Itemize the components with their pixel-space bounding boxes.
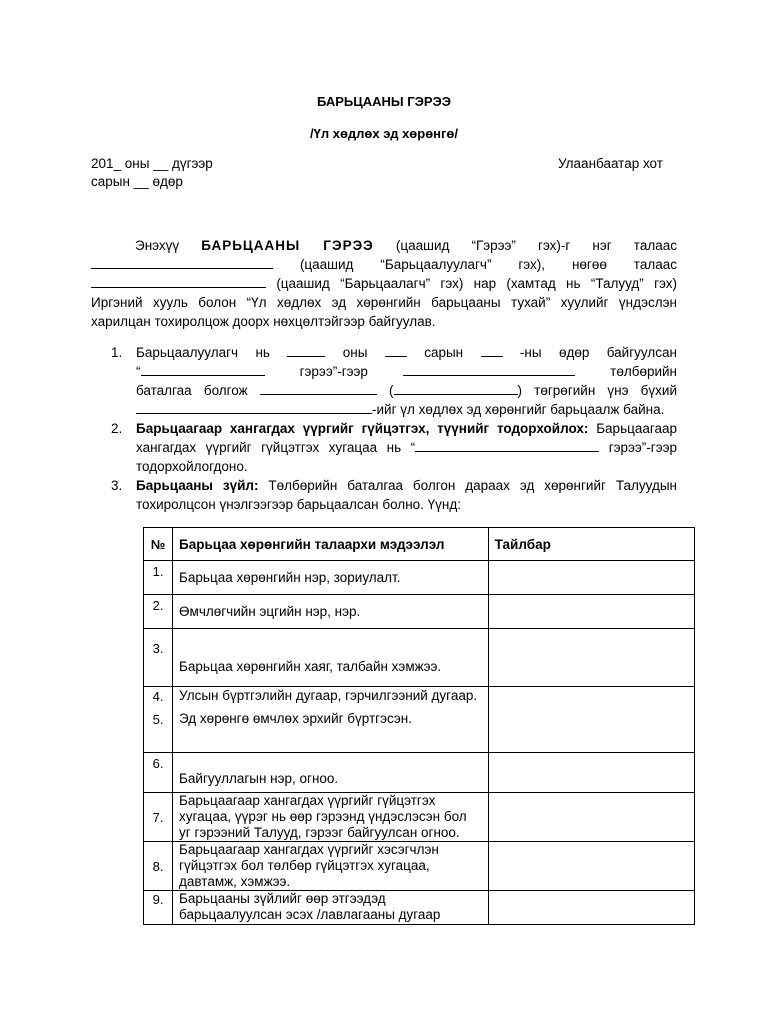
clause-3-heading: Барьцааны зүйл: (136, 478, 259, 493)
clause-3 (91, 476, 677, 514)
clause-1-text-c: сарын (424, 345, 464, 360)
table-row (144, 793, 695, 842)
clause-2-text-a: Барьцаагаар (596, 421, 677, 436)
date-line-1: 201_ оны __ дүгээр (91, 156, 213, 171)
row-text: Барьцааны зүйлийг өөр этгээдэд барьцаалуулсан эсэх /лавлагааны дугаар (179, 891, 441, 922)
table-row (144, 842, 695, 891)
date-line-2: сарын __ өдөр (91, 174, 183, 189)
row-number: 8. (152, 858, 164, 874)
clause-1-text-h: ) төгрөгийн үнэ бүхий (517, 383, 677, 398)
intro-text-1c: (цаашид “Гэрээ” гэх)-г нэг талаас (395, 238, 677, 253)
intro-text-2: (цаашид “Барьцаалуулагч” гэх), нөгөө талаас (299, 257, 677, 272)
intro-text-3: (цаашид “Барьцаалагч” гэх) нар (хамтад нь “Талууд” гэх) (276, 276, 677, 291)
table-header-row (144, 528, 695, 561)
clause-3-text-a: Төлбөрийн баталгаа болгон дараах эд хөрөнгийг Талуудын (268, 478, 677, 493)
clause-2-text-c: гэрээ”-гээр (608, 440, 677, 455)
intro-text-4: Иргэний хууль болон “Үл хөдлөх эд хөрөнгийн барьцааны тухай” хуулийг үндэслэн (91, 295, 677, 310)
clause-1-quote: “ (136, 364, 141, 379)
year-blank (287, 344, 325, 357)
property-blank (136, 401, 372, 414)
month-blank (385, 344, 407, 357)
clause-1-text-e: гэрээ”-гээр (299, 364, 368, 379)
header-note: Тайлбар (488, 528, 694, 561)
note-cell[interactable] (488, 595, 694, 629)
table-row (144, 629, 695, 687)
row-text: Өмчлөгчийн эцгийн нэр, нэр. (179, 604, 361, 619)
document-subtitle: /Үл хөдлөх эд хөрөнгө/ (310, 126, 458, 141)
pledgor-blank (91, 256, 273, 269)
intro-text-5: харилцан тохиролцож доорх нөхцөлтэйгээр байгуулав. (91, 314, 436, 329)
clause-2 (91, 419, 677, 476)
day-blank (481, 344, 503, 357)
row-number: 6. (152, 756, 164, 771)
intro-contract-name: БАРЬЦААНЫ ГЭРЭЭ (201, 238, 374, 253)
table-row (144, 561, 695, 595)
clause-1-text-d: -ны өдөр байгуулсан (519, 345, 677, 360)
clauses-list (91, 343, 677, 514)
row-number: 3. (152, 641, 164, 656)
row-text: Барьцаагаар хангагдах үүргийг гүйцэтгэх хугацаа, үүрэг нь өөр гэрээнд үндэслэсэн бол уг гэрээний Талууд, гэрээг байгуулсан огноо. (179, 793, 467, 840)
clause-1-text-i: -ийг үл хөдлөх эд хөрөнгийг барьцаалж байна. (372, 402, 665, 417)
row-text: Улсын бүртгэлийн дугаар, гэрчилгээний дугаар. (179, 688, 478, 703)
contract-term-blank (415, 439, 599, 452)
clause-2-heading: Барьцаагаар хангагдах үүргийг гүйцэтгэх, түүнийг тодорхойлох: (136, 421, 589, 436)
place-label: Улаанбаатар хот (558, 156, 663, 171)
row-text: Байгууллагын нэр, огноо. (179, 771, 339, 786)
contract-number-blank (403, 363, 575, 376)
clause-1-text-f: төлбөрийн (610, 364, 677, 379)
note-cell[interactable] (488, 753, 694, 793)
note-cell[interactable] (488, 561, 694, 595)
clause-number: 3. (111, 478, 123, 493)
clause-1-paren: ( (389, 383, 394, 398)
note-cell[interactable] (488, 687, 694, 753)
pledgee-blank (91, 275, 266, 288)
clause-1 (91, 343, 677, 419)
table-row (144, 595, 695, 629)
row-number: 4. (152, 689, 164, 704)
note-cell[interactable] (488, 891, 694, 925)
clause-2-text-d: тодорхойлогдоно. (136, 459, 248, 474)
note-cell[interactable] (488, 842, 694, 891)
clause-number: 2. (111, 421, 123, 436)
clause-1-text-b: оны (342, 345, 368, 360)
amount-words-blank (394, 382, 518, 395)
table-row (144, 753, 695, 793)
intro-paragraph (91, 236, 677, 331)
clause-1-text-g: баталгаа болгож (136, 383, 248, 398)
row-text: Барьцаа хөрөнгийн хаяг, талбайн хэмжээ. (179, 659, 442, 674)
document-title: БАРЬЦААНЫ ГЭРЭЭ (316, 94, 452, 109)
row-number: 7. (152, 809, 164, 825)
row-number: 1. (152, 564, 164, 579)
note-cell[interactable] (488, 793, 694, 842)
clause-2-text-b: хангагдах үүргийг гүйцэтгэх хугацаа нь “ (136, 440, 416, 455)
row-text: Барьцаагаар хангагдах үүргийг хэсэгчлэн гүйцэтгэх бол төлбөр гүйцэтгэх хугацаа, давтамж, хэмжээ. (179, 842, 439, 889)
row-number: 2. (152, 598, 164, 613)
row-number: 9. (152, 892, 164, 907)
row-text: Барьцаа хөрөнгийн нэр, зориулалт. (179, 570, 401, 585)
header-info: Барьцаа хөрөнгийн талаархи мэдээлэл (173, 528, 489, 561)
clause-1-text-a: Барьцаалуулагч нь (136, 345, 270, 360)
row-text-2: Эд хөрөнгө өмчлөх эрхийг бүртгэсэн. (179, 711, 412, 726)
table-row (144, 687, 695, 753)
clause-number: 1. (111, 345, 123, 360)
note-cell[interactable] (488, 629, 694, 687)
clause-3-text-b: тохиролцсон үнэлгээгээр барьцаалсан болно. Үүнд: (136, 497, 461, 512)
contract-name-blank (141, 363, 265, 376)
header-number: № (144, 528, 173, 561)
intro-text-1: Энэхүү (135, 238, 180, 253)
collateral-table (143, 527, 695, 925)
table-row (144, 891, 695, 925)
row-number-2: 5. (152, 712, 164, 727)
amount-blank (260, 382, 377, 395)
